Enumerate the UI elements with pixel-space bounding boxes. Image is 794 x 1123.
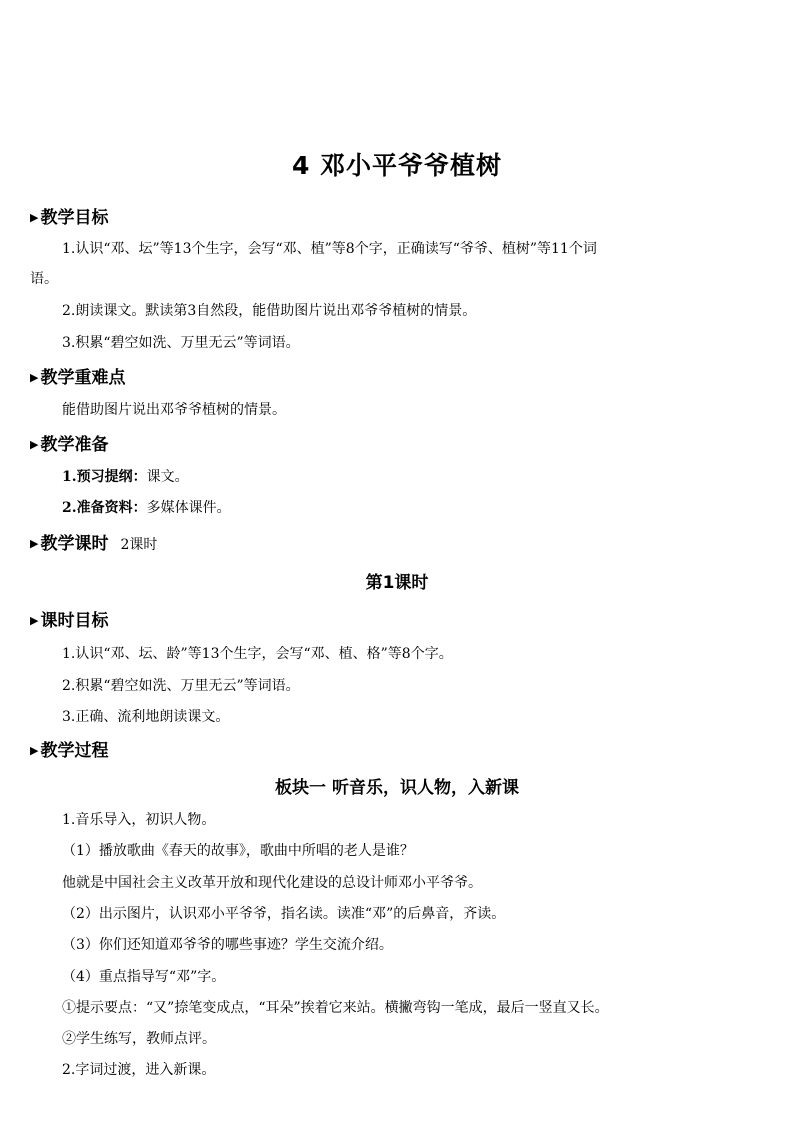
lesson-goal-3: 3.正确、流利地朗读课文。 bbox=[62, 709, 230, 725]
section-heading-process: ▶ 教学过程 bbox=[30, 741, 109, 761]
triangle-marker-icon: ▶ bbox=[30, 438, 39, 451]
step-1-3: （3）你们还知道邓爷爷的哪些事迹？学生交流介绍。 bbox=[62, 937, 393, 953]
section-heading-preparation: ▶ 教学准备 bbox=[30, 435, 109, 455]
goal-item-1: 1.认识“邓、坛”等13个生字，会写“邓、植”等8个字，正确读写“爷爷、植树”等11个词 bbox=[62, 241, 597, 257]
goal-item-2: 2.朗读课文。默读第3自然段，能借助图片说出邓爷爷植树的情景。 bbox=[62, 303, 477, 319]
lesson-goal-2: 2.积累“碧空如洗、万里无云”等词语。 bbox=[62, 678, 300, 694]
goal-item-1-cont: 语。 bbox=[30, 271, 58, 287]
prep-item-1: 1.预习提纲：课文。 bbox=[62, 469, 189, 485]
block-one-title: 板块一 听音乐，识人物，入新课 bbox=[275, 778, 519, 798]
hours-value: 2课时 bbox=[120, 537, 158, 553]
step-1-4-a: ①提示要点：“又”捺笔变成点，“耳朵”挨着它来站。横撇弯钩一笔成，最后一竖直又长。 bbox=[62, 1000, 609, 1016]
section-heading-lesson-goals: ▶ 课时目标 bbox=[30, 611, 109, 631]
section-heading-goals: ▶ 教学目标 bbox=[30, 208, 109, 228]
triangle-marker-icon: ▶ bbox=[30, 744, 39, 757]
step-1-4: （4）重点指导写“邓”字。 bbox=[62, 969, 226, 985]
step-1-4-b: ②学生练写，教师点评。 bbox=[62, 1031, 216, 1047]
lesson-goal-1: 1.认识“邓、坛、龄”等13个生字，会写“邓、植、格”等8个字。 bbox=[62, 646, 453, 662]
step-1-2: （2）出示图片，认识邓小平爷爷，指名读。读准“邓”的后鼻音，齐读。 bbox=[62, 906, 506, 922]
triangle-marker-icon: ▶ bbox=[30, 211, 39, 224]
step-1: 1.音乐导入，初识人物。 bbox=[62, 812, 216, 828]
triangle-marker-icon: ▶ bbox=[30, 614, 39, 627]
lesson-1-heading: 第1课时 bbox=[365, 573, 429, 593]
section-heading-key-points: ▶ 教学重难点 bbox=[30, 368, 126, 388]
step-1-1-answer: 他就是中国社会主义改革开放和现代化建设的总设计师邓小平爷爷。 bbox=[62, 875, 482, 891]
triangle-marker-icon: ▶ bbox=[30, 537, 39, 550]
step-2: 2.字词过渡，进入新课。 bbox=[62, 1062, 216, 1078]
step-1-1: （1）播放歌曲《春天的故事》，歌曲中所唱的老人是谁？ bbox=[62, 843, 414, 859]
key-points-text: 能借助图片说出邓爷爷植树的情景。 bbox=[62, 402, 286, 418]
section-heading-hours: ▶ 教学课时 2课时 bbox=[30, 534, 158, 554]
triangle-marker-icon: ▶ bbox=[30, 371, 39, 384]
prep-item-2: 2.准备资料：多媒体课件。 bbox=[62, 500, 231, 516]
document-title: 4 邓小平爷爷植树 bbox=[291, 151, 503, 180]
goal-item-3: 3.积累“碧空如洗、万里无云”等词语。 bbox=[62, 335, 300, 351]
